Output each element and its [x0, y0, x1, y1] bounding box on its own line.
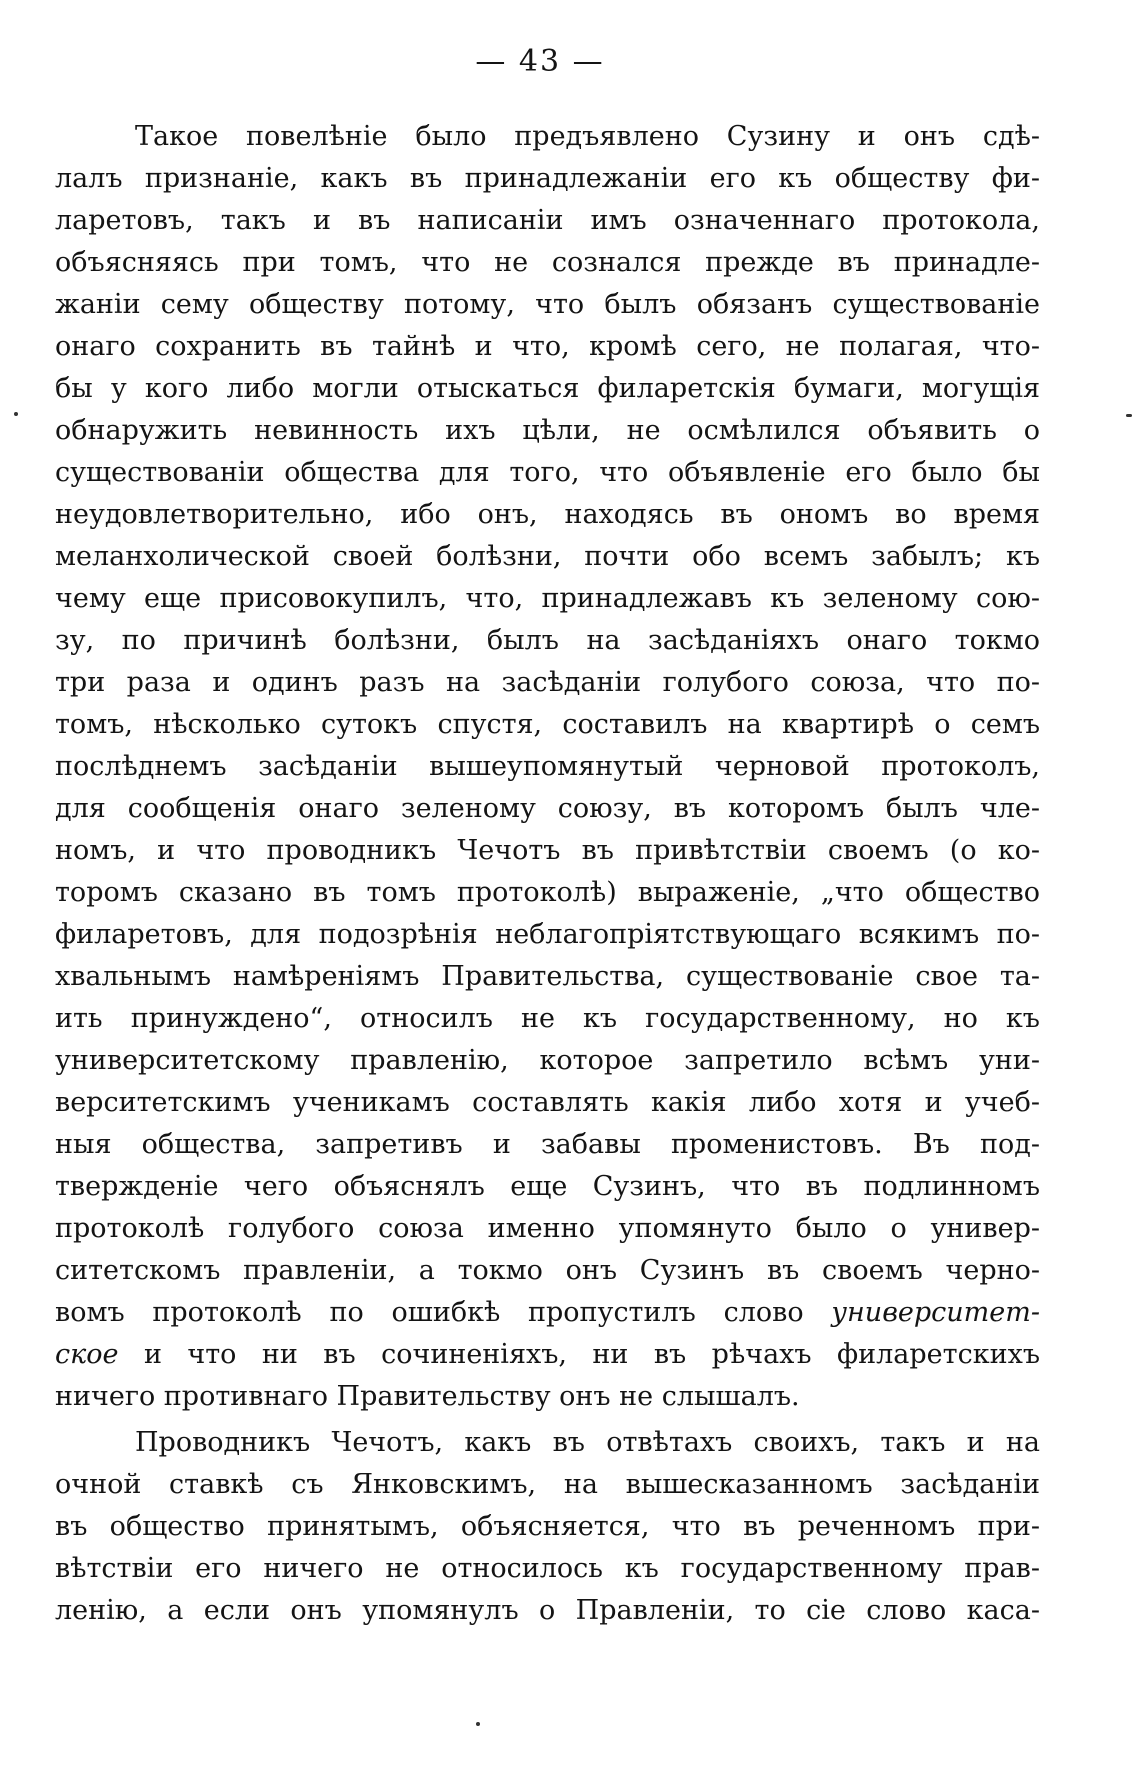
text-line: лалъ признаніе, какъ въ принадлежаніи его къ обществу фи- [55, 163, 1040, 194]
text-line: въ общество принятымъ, объясняется, что въ реченномъ при- [55, 1511, 1040, 1542]
text-line: зу, по причинѣ болѣзни, былъ на засѣданіяхъ онаго токмо [55, 625, 1040, 656]
text-line: вѣтствіи его ничего не относилось къ государственному прав- [55, 1553, 1040, 1584]
text-line: университетскому правленію, которое запретило всѣмъ уни- [55, 1045, 1040, 1076]
body-text [55, 116, 1040, 1632]
line-text: и что ни въ сочиненіяхъ, ни въ рѣчахъ филаретскихъ [143, 1339, 1040, 1370]
text-line: обнаружить невинность ихъ цѣли, не осмѣлился объявить о [55, 415, 1040, 446]
text-line: онаго сохранить въ тайнѣ и что, кромѣ сего, не полагая, что- [55, 331, 1040, 362]
text-line: Такое повелѣніе было предъявлено Сузину и онъ сдѣ- [135, 121, 1040, 152]
text-line: меланхолической своей болѣзни, почти обо всемъ забылъ; къ [55, 541, 1040, 572]
paragraph-2 [55, 1422, 1040, 1632]
scan-speck [1126, 414, 1132, 417]
text-line: филаретовъ, для подозрѣнія неблагопріятствующаго всякимъ по- [55, 919, 1040, 950]
text-line: ситетскомъ правленіи, а токмо онъ Сузинъ въ своемъ черно- [55, 1255, 1040, 1286]
text-line: хвальнымъ намѣреніямъ Правительства, существованіе свое та- [55, 961, 1040, 992]
text-line: торомъ сказано въ томъ протоколѣ) выраженіе, „что общество [55, 877, 1040, 908]
scan-speck [476, 1722, 480, 1726]
text-line: ларетовъ, такъ и въ написаніи имъ означеннаго протокола, [55, 205, 1040, 236]
text-line: протоколѣ голубого союза именно упомянуто было о универ- [55, 1213, 1040, 1244]
text-line: номъ, и что проводникъ Чечотъ въ привѣтствіи своемъ (о ко- [55, 835, 1040, 866]
text-line: для сообщенія онаго зеленому союзу, въ которомъ былъ чле- [55, 793, 1040, 824]
italic-word-part-1: университет- [831, 1297, 1040, 1328]
paragraph-1 [55, 116, 1040, 1418]
text-line: существованіи общества для того, что объявленіе его было бы [55, 457, 1040, 488]
text-line: чему еще присовокупилъ, что, принадлежавъ къ зеленому сою- [55, 583, 1040, 614]
text-line: три раза и одинъ разъ на засѣданіи голубого союза, что по- [55, 667, 1040, 698]
text-line: ныя общества, запретивъ и забавы променистовъ. Въ под- [55, 1129, 1040, 1160]
text-line: послѣднемъ засѣданіи вышеупомянутый черновой протоколъ, [55, 751, 1040, 782]
text-line: ленію, а если онъ упомянулъ о Правленіи, то сіе слово каса- [55, 1595, 1040, 1626]
text-line: Проводникъ Чечотъ, какъ въ отвѣтахъ своихъ, такъ и на [135, 1427, 1040, 1458]
italic-word-part-2: ское [55, 1339, 119, 1370]
text-line: твержденіе чего объяснялъ еще Сузинъ, что въ подлинномъ [55, 1171, 1040, 1202]
text-line: жаніи сему обществу потому, что былъ обязанъ существованіе [55, 289, 1040, 320]
text-line: очной ставкѣ съ Янковскимъ, на вышесказанномъ засѣданіи [55, 1469, 1040, 1500]
text-line: ничего противнаго Правительству онъ не слышалъ. [55, 1381, 800, 1412]
text-line-with-italic [55, 1334, 1040, 1376]
page-number: — 43 — [475, 44, 605, 79]
text-line: ить принуждено“, относилъ не къ государственному, но къ [55, 1003, 1040, 1034]
text-line: томъ, нѣсколько сутокъ спустя, составилъ на квартирѣ о семъ [55, 709, 1040, 740]
line-text: вомъ протоколѣ по ошибкѣ пропустилъ слово [55, 1297, 804, 1328]
text-line: бы у кого либо могли отыскаться филаретскія бумаги, могущія [55, 373, 1040, 404]
text-line: верситетскимъ ученикамъ составлять какія либо хотя и учеб- [55, 1087, 1040, 1118]
scan-speck [14, 412, 18, 416]
text-line-with-italic [55, 1292, 1040, 1334]
text-line: неудовлетворительно, ибо онъ, находясь въ ономъ во время [55, 499, 1040, 530]
text-line: объясняясь при томъ, что не сознался прежде въ принадле- [55, 247, 1040, 278]
